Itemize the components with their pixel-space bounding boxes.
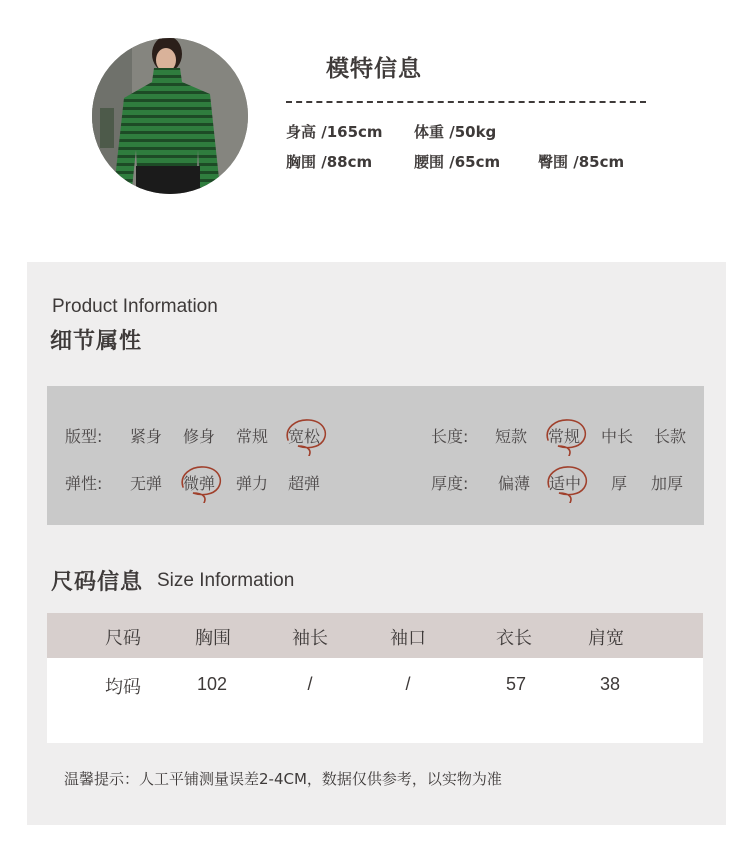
size-info-title-cn: 尺码信息 <box>51 570 144 595</box>
length-label: 长度: <box>431 427 469 446</box>
model-photo <box>92 38 248 194</box>
thickness-option: 厚 <box>611 474 628 493</box>
thickness-option: 偏薄 <box>498 474 531 493</box>
size-header-cell: 衣长 <box>496 628 532 649</box>
length-option-selected: 常规 <box>548 427 581 446</box>
model-info-title: 模特信息 <box>326 56 422 82</box>
size-cell: 57 <box>505 674 527 694</box>
model-photo-image <box>92 38 248 194</box>
elasticity-option-selected: 微弹 <box>183 474 216 493</box>
fit-label: 版型: <box>65 427 103 446</box>
size-header-cell: 胸围 <box>195 628 231 649</box>
size-header-cell: 袖长 <box>292 628 328 649</box>
fit-option: 修身 <box>183 427 216 446</box>
thickness-label: 厚度: <box>431 474 469 493</box>
length-option: 短款 <box>495 427 528 446</box>
model-bust: 胸围 /88cm <box>286 153 373 171</box>
size-cell: / <box>307 674 313 694</box>
fit-option: 常规 <box>236 427 269 446</box>
length-option: 中长 <box>601 427 634 446</box>
size-cell: 38 <box>599 674 621 694</box>
model-height: 身高 /165cm <box>286 123 383 141</box>
thickness-option: 加厚 <box>651 474 684 493</box>
elasticity-option: 超弹 <box>288 474 321 493</box>
model-waist: 腰围 /65cm <box>414 153 501 171</box>
size-table-body <box>47 658 703 743</box>
size-header-cell: 尺码 <box>105 628 141 649</box>
attribute-box <box>47 386 704 525</box>
fit-option-selected: 宽松 <box>288 427 321 446</box>
elasticity-label: 弹性: <box>65 474 103 493</box>
length-option: 长款 <box>654 427 687 446</box>
thickness-option-selected: 适中 <box>549 474 582 493</box>
product-info-title-cn: 细节属性 <box>50 329 143 354</box>
elasticity-option: 弹力 <box>236 474 269 493</box>
model-hip: 臀围 /85cm <box>538 153 625 171</box>
size-cell: 均码 <box>105 677 141 698</box>
elasticity-option: 无弹 <box>130 474 163 493</box>
model-info-divider <box>286 101 646 103</box>
size-header-cell: 肩宽 <box>588 628 624 649</box>
size-cell: 102 <box>196 674 228 694</box>
model-weight: 体重 /50kg <box>414 123 497 141</box>
size-info-title-en: Size Information <box>157 570 295 591</box>
fit-option: 紧身 <box>130 427 163 446</box>
measurement-note: 温馨提示：人工平铺测量误差2-4CM，数据仅供参考，以实物为准 <box>64 770 502 788</box>
size-cell: / <box>405 674 411 694</box>
product-info-title-en: Product Information <box>52 296 218 317</box>
size-header-cell: 袖口 <box>390 628 426 649</box>
